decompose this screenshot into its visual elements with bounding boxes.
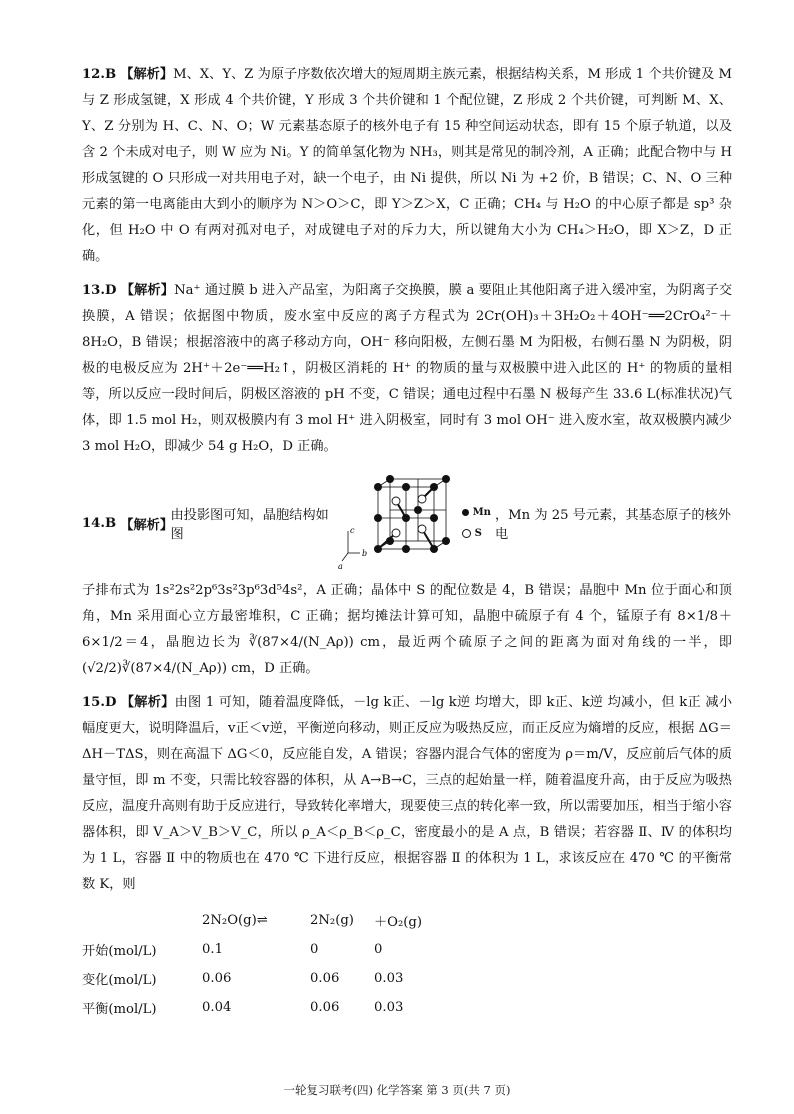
table-cell: 0.06 — [310, 971, 340, 986]
axis-c-label: c — [349, 526, 355, 535]
table-header-row — [82, 906, 732, 935]
q13-tag: 【解析】 — [120, 283, 175, 298]
table-row — [82, 993, 732, 1022]
legend-mn-label: Mn — [472, 507, 491, 518]
q13-text: Na⁺ 通过膜 b 进入产品室，为阳离子交换膜，膜 a 要阻止其他阳离子进入缓冲室，为阴离子交换膜，A 错误；依据图中物质，废水室中反应的离子方程式为 2Cr(OH)₃＋3H₂O₂＋4OH⁻══2CrO₄²⁻＋8H₂O，B 错误；根据溶液中的离子移动方向，OH⁻ 移向阳极，左侧石墨 M 为阳极，右侧石墨 N 为阴极，阴极的电极反应为 2H⁺＋2e⁻══H₂↑，阴极区消耗的 H⁺ 的物质的量与双极膜中进入此区的 H⁺ 的物质的量相等，所以反应一段时间后，阴极区溶液的 pH 不变，C 错误；通电过程中石墨 N 极每产生 33.6 L(标准状况)气体，即 1.5 mol H₂，则双极膜内有 3 mol H⁺ 进入阴极室，同时有 3 mol OH⁻ 进入废水室，故双极膜内减少 3 mol H₂O，即减少 54 g H₂O，D 正确。 — [82, 283, 733, 454]
q14-figure-line — [82, 468, 732, 578]
table-cell: 0.04 — [202, 1000, 232, 1015]
q12-text: M、X、Y、Z 为原子序数依次增大的短周期主族元素，根据结构关系，M 形成 1 个共价键及 M 与 Z 形成氢键，X 形成 4 个共价键，Y 形成 3 个共价键和 1 个配位键，Z 形成 2 个共价键，可判断 M、X、Y、Z 分别为 H、C、N、O；W 元素基态原子的核外电子有 15 种空间运动状态，即有 15 个原子轨道，以及含 2 个未成对电子，则 W 应为 Ni。Y 的简单氢化物为 NH₃，则其是常见的制冷剂，A 正确；此配合物中与 H 形成氢键的 O 只形成一对共用电子对，缺一个电子，由 Ni 提供，所以 Ni 为 +2 价，B 错误；C、N、O 三种元素的第一电离能由大到小的顺序为 N＞O＞C，即 Y＞Z＞X，C 正确；CH₄ 与 H₂O 的中心原子都是 sp³ 杂化，但 H₂O 中 O 有两对孤对电子，对成键电子对的斥力大，所以键角大小为 CH₄＞H₂O，即 X＞Z，D 正确。 — [82, 67, 732, 264]
table-cell: 0.06 — [202, 971, 232, 986]
q15-tag: 【解析】 — [120, 695, 175, 710]
mn-dot-icon — [462, 509, 469, 516]
q12-tag: 【解析】 — [120, 67, 174, 82]
table-row — [82, 935, 732, 964]
table-cell: 0 — [310, 942, 319, 957]
s-dot-icon — [462, 529, 471, 538]
answer-page — [82, 62, 732, 1022]
q14-after-figure: ，Mn 为 25 号元素，其基态原子的核外电 — [494, 508, 731, 542]
table-header-cell: 2N₂O(g)⇌ — [202, 913, 268, 928]
table-cell: 0.06 — [310, 1000, 340, 1015]
q13-paragraph — [82, 278, 732, 460]
legend-s-label: S — [474, 528, 482, 539]
axis-a-label: a — [337, 562, 343, 571]
table-cell: 开始(mol/L) — [82, 944, 157, 959]
table-cell: 变化(mol/L) — [82, 973, 157, 988]
q14-number: 14.B — [82, 515, 117, 531]
q14-text: 子排布式为 1s²2s²2p⁶3s²3p⁶3d⁵4s²，A 正确；晶体中 S 的配位数是 4，B 错误；晶胞中 Mn 位于面心和顶角，Mn 采用面心立方最密堆积，C 正确；据均摊法计算可知，晶胞中硫原子有 4 个，锰原子有 8×1/8＋6×1/2＝4，晶胞边长为 ∛(87×4/(N_Aρ)) cm，最近两个硫原子之间的距离为面对角线的一半，即 (√2/2)∛(87×4/(N_Aρ)) cm，D 正确。 — [82, 583, 732, 676]
q13-number: 13.D — [82, 283, 117, 298]
crystal-cell-svg — [338, 473, 458, 573]
q12-number: 12.B — [82, 67, 117, 82]
table-header-cell: 2N₂(g) — [310, 913, 354, 928]
table-cell: 0.03 — [374, 1000, 404, 1015]
legend-s — [462, 528, 491, 539]
table-cell: 0.1 — [202, 942, 223, 957]
q14-lead: 由投影图可知，晶胞结构如图 — [170, 508, 329, 542]
axis-b-label: b — [361, 549, 367, 558]
q15-text: 由图 1 可知，随着温度降低，－lg k正、－lg k逆 均增大，即 k正、k逆 均减小，但 k正 减小幅度更大，说明降温后，v正＜v逆，平衡逆向移动，则正反应为吸热反应，而正反应为熵增的反应，根据 ΔG＝ΔH－TΔS，则在高温下 ΔG＜0，反应能自发，A 错误；容器内混合气体的密度为 ρ＝m/V，反应前后气体的质量守恒，即 m 不变，只需比较容器的体积，从 A→B→C，三点的起始量一样，随着温度升高，由于反应为吸热反应，温度升高则有助于反应进行，导致转化率增大，现要使三点的转化率一致，所以需要加压，相当于缩小容器体积，即 V_A＞V_B＞V_C，所以 ρ_A＜ρ_B＜ρ_C，密度最小的是 A 点，B 错误；若容器 Ⅱ、Ⅳ 的体积均为 1 L，容器 Ⅱ 中的物质也在 470 ℃ 下进行反应，根据容器 Ⅱ 的体积为 1 L，求该反应在 470 ℃ 的平衡常数 K，则 — [82, 695, 733, 892]
q15-number: 15.D — [82, 695, 117, 710]
page-footer: 一轮复习联考(四) 化学答案 第 3 页(共 7 页) — [283, 1083, 511, 1097]
q15-paragraph — [82, 690, 732, 898]
figure-legend — [462, 507, 491, 539]
equilibrium-table — [82, 906, 732, 1022]
table-row — [82, 964, 732, 993]
q12-paragraph — [82, 62, 732, 270]
legend-mn — [462, 507, 491, 518]
table-cell: 平衡(mol/L) — [82, 1002, 157, 1017]
crystal-cell-figure — [338, 473, 491, 573]
q14-tag: 【解析】 — [120, 517, 174, 533]
table-cell: 0.03 — [374, 971, 404, 986]
q14-paragraph — [82, 578, 732, 682]
table-cell: 0 — [374, 942, 383, 957]
table-header-cell: ＋O₂(g) — [374, 915, 423, 930]
